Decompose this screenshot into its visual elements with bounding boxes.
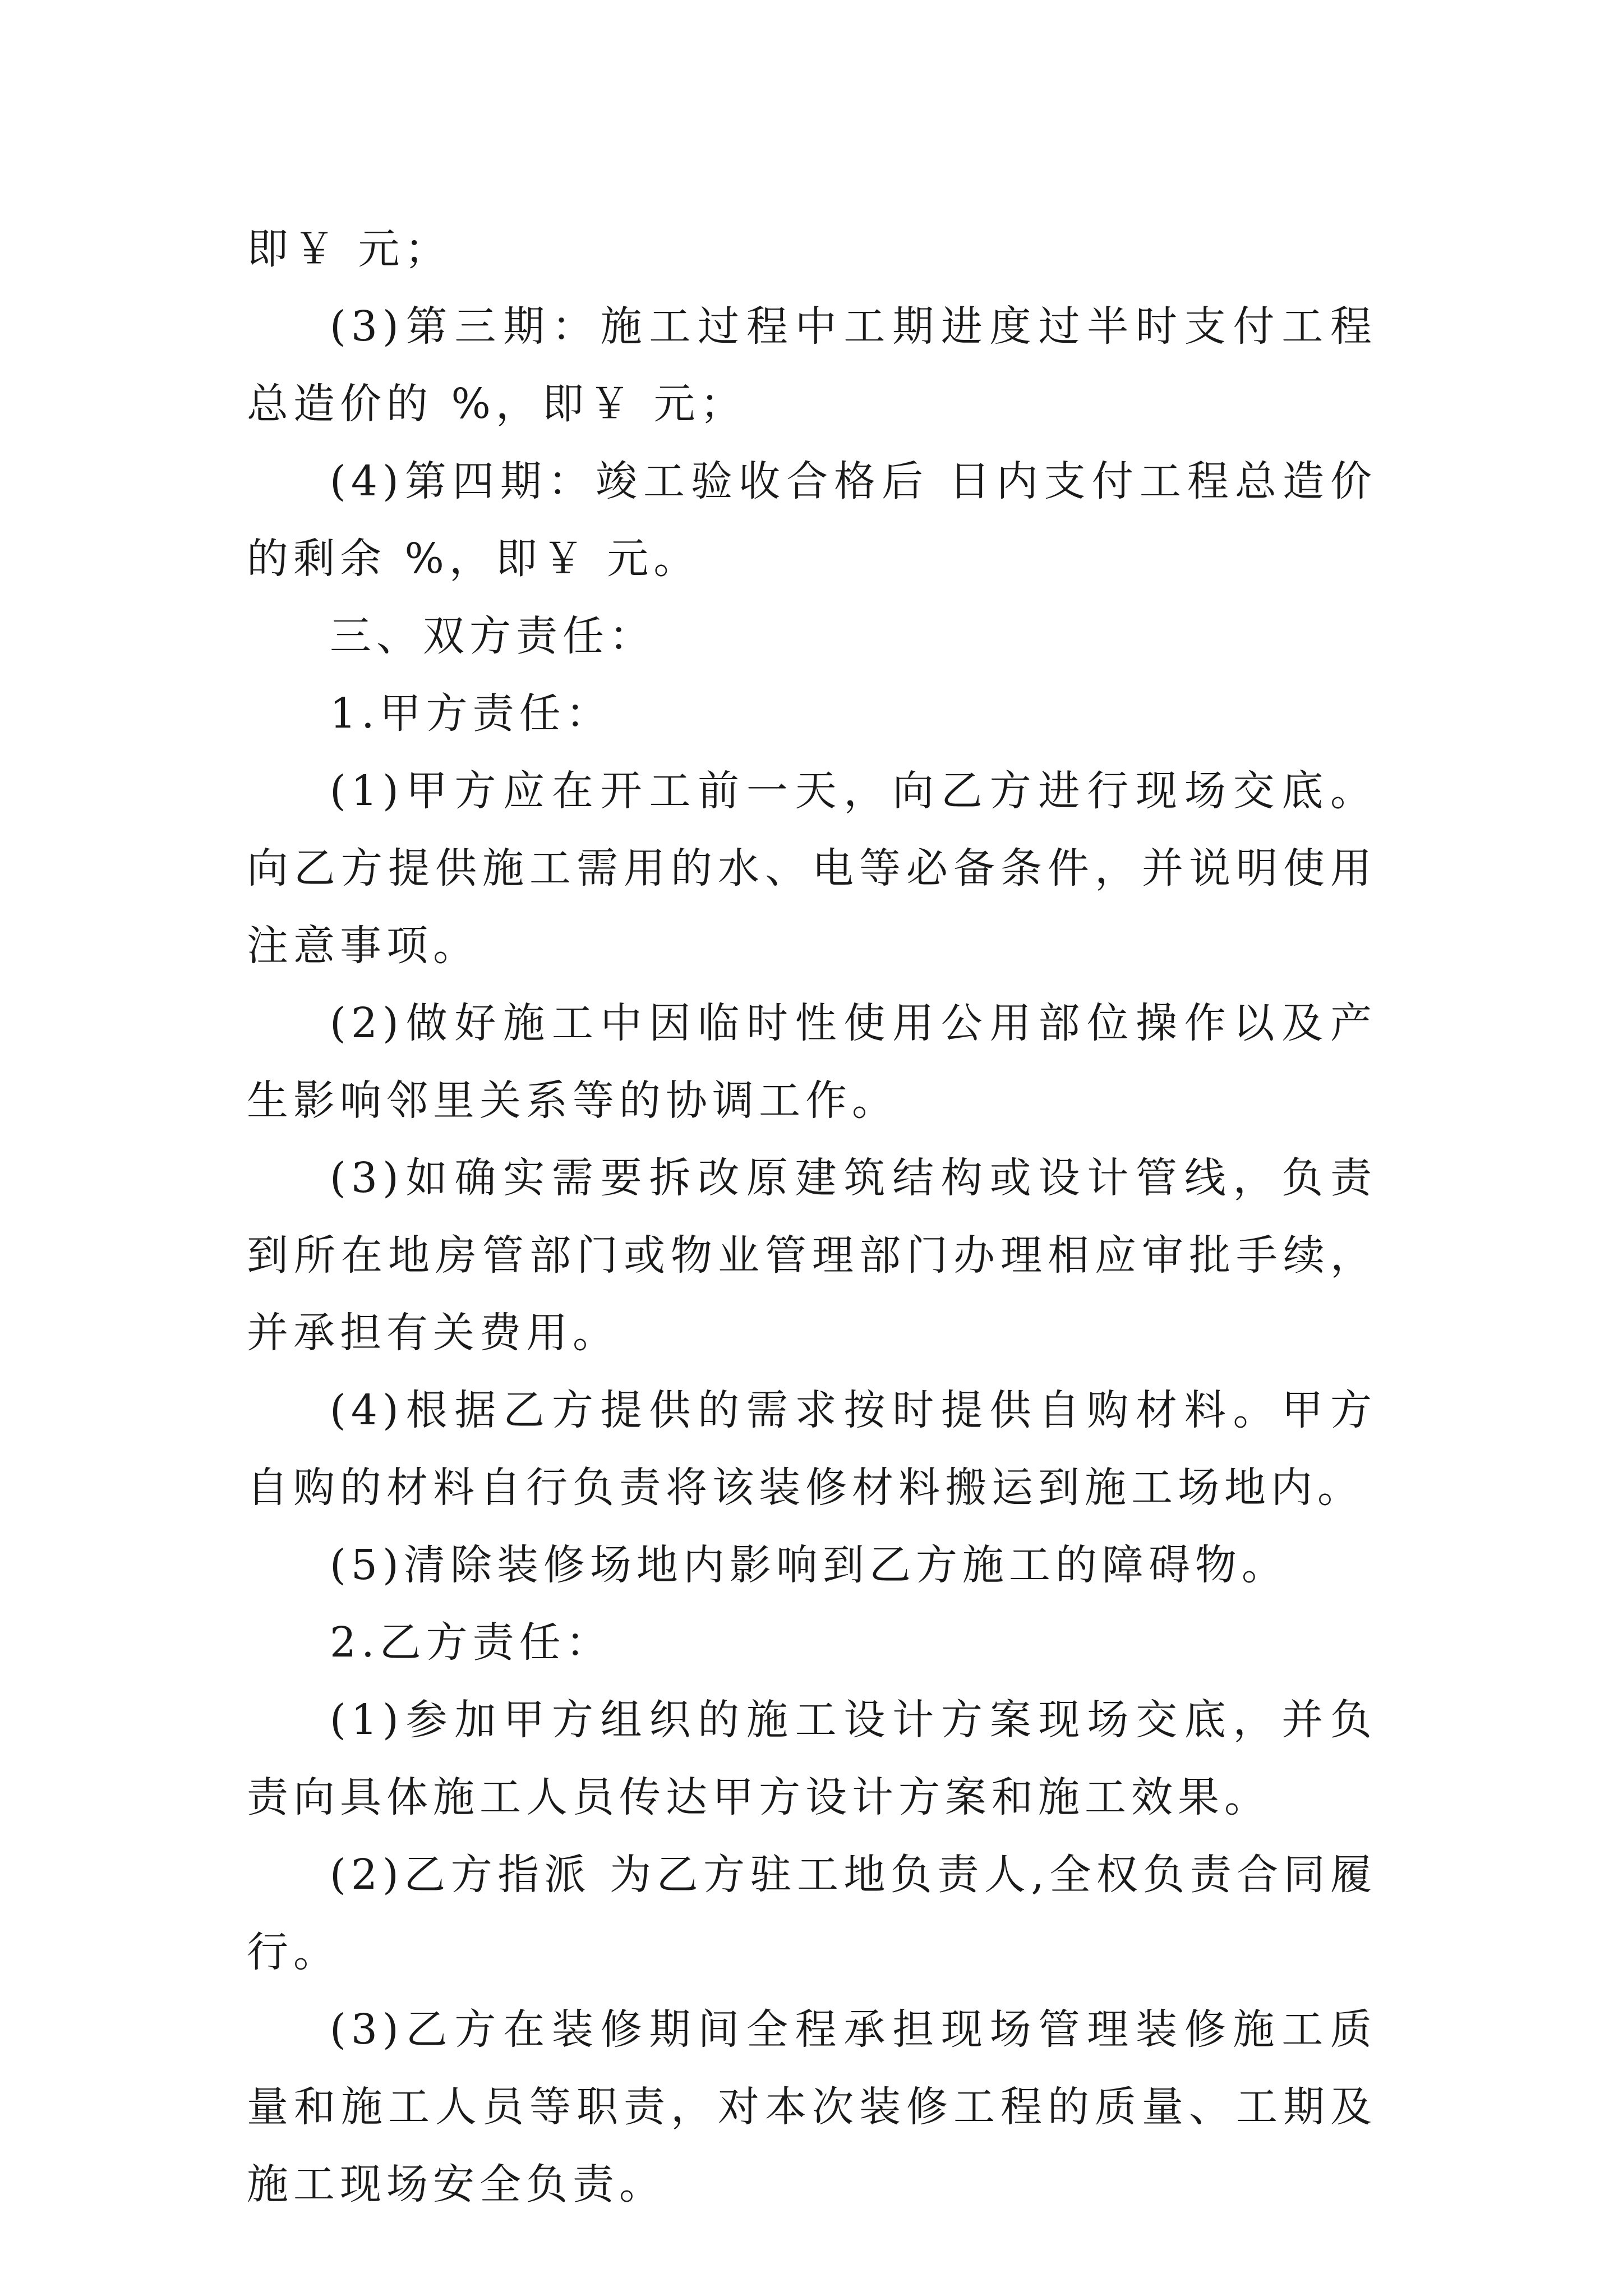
paragraph-party-a-item-3: (3)如确实需要拆改原建筑结构或设计管线，负责到所在地房管部门或物业管理部门办理相应审批手续，并承担有关费用。	[247, 1154, 1377, 1357]
paragraph-party-a-item-1: (1)甲方应在开工前一天，向乙方进行现场交底。向乙方提供施工需用的水、电等必备条件，并说明使用注意事项。	[247, 767, 1377, 970]
paragraph-party-b-item-3: (3)乙方在装修期间全程承担现场管理装修施工质量和施工人员等职责，对本次装修工程的质量、工期及施工现场安全负责。	[247, 2005, 1377, 2208]
subheading-party-a: 1.甲方责任：	[330, 689, 612, 738]
paragraph-party-b-item-2: (2)乙方指派 为乙方驻工地负责人,全权负责合同履行。	[247, 1851, 1377, 1976]
subheading-party-b: 2.乙方责任：	[330, 1618, 612, 1667]
paragraph-party-a-item-4: (4)根据乙方提供的需求按时提供自购材料。甲方自购的材料自行负责将该装修材料搬运到施工场地内。	[247, 1386, 1377, 1512]
paragraph-party-a-item-2: (2)做好施工中因临时性使用公用部位操作以及产生影响邻里关系等的协调工作。	[247, 999, 1377, 1125]
paragraph-fourth-payment: (4)第四期：竣工验收合格后 日内支付工程总造价的剩余 %，即￥ 元。	[247, 457, 1377, 583]
section-heading-responsibilities: 三、双方责任：	[330, 612, 656, 660]
paragraph-party-b-item-1: (1)参加甲方组织的施工设计方案现场交底，并负责向具体施工人员传达甲方设计方案和施工效果。	[247, 1696, 1377, 1821]
document-body	[247, 210, 1377, 2223]
paragraph-third-payment: (3)第三期：施工过程中工期进度过半时支付工程总造价的 %，即￥ 元；	[247, 302, 1377, 428]
paragraph-payment-amount: 即￥ 元；	[247, 225, 451, 273]
paragraph-party-a-item-5: (5)清除装修场地内影响到乙方施工的障碍物。	[330, 1541, 1288, 1589]
